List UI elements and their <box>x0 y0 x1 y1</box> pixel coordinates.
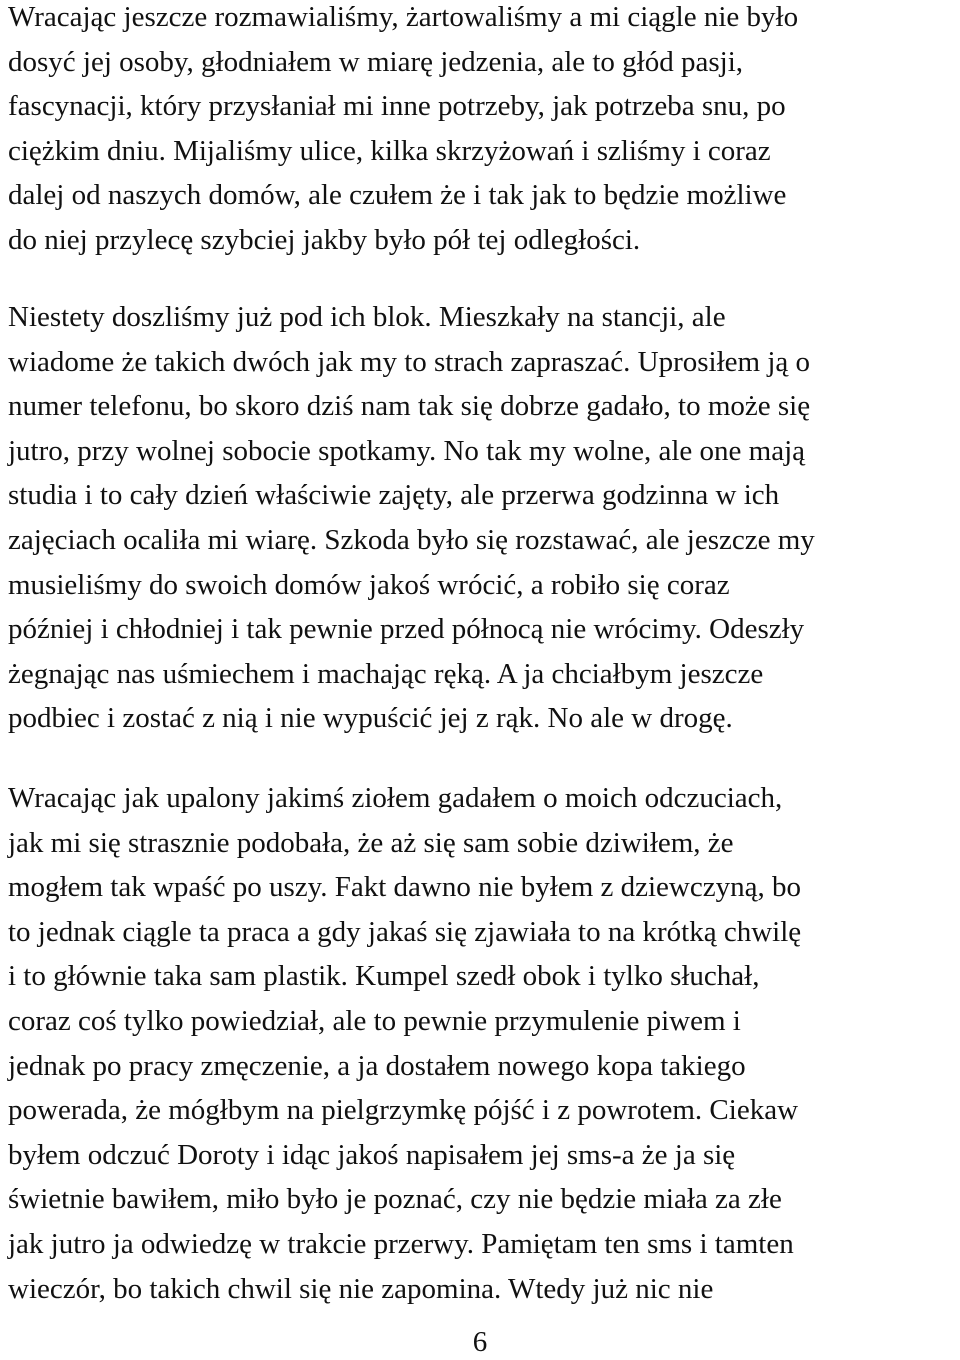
text-line: jak jutro ja odwiedzę w trakcie przerwy. Pamiętam ten sms i tamten <box>8 1227 794 1260</box>
text-line: do niej przylecę szybciej jakby było pół tej odległości. <box>8 223 641 256</box>
text-line: musieliśmy do swoich domów jakoś wrócić, a robiło się coraz <box>8 568 730 601</box>
text-line: fascynacji, który przysłaniał mi inne potrzeby, jak potrzeba snu, po <box>8 90 786 123</box>
text-line: powerada, że mógłbym na pielgrzymkę pójść i z powrotem. Ciekaw <box>8 1094 799 1127</box>
text-line: wiadome że takich dwóch jak my to strach zapraszać. Uprosiłem ją o <box>8 345 811 378</box>
paragraph-2 <box>8 295 958 741</box>
text-line: jak mi się strasznie podobała, że aż się sam sobie dziwiłem, że <box>8 826 734 859</box>
text-line: to jednak ciągle ta praca a gdy jakaś się zjawiała to na krótką chwilę <box>8 915 802 948</box>
text-line: studia i to cały dzień właściwie zajęty, ale przerwa godzinna w ich <box>8 479 780 512</box>
text-line: Niestety doszliśmy już pod ich blok. Mieszkały na stancji, ale <box>8 301 726 333</box>
text-line: jutro, przy wolnej sobocie spotkamy. No tak my wolne, ale one mają <box>8 434 806 467</box>
text-line: dosyć jej osoby, głodniałem w miarę jedzenia, ale to głód pasji, <box>8 45 744 78</box>
text-line: wieczór, bo takich chwil się nie zapomina. Wtedy już nic nie <box>8 1272 714 1305</box>
text-line: coraz coś tylko powiedział, ale to pewnie przymulenie piwem i <box>8 1004 741 1037</box>
page-number: 6 <box>472 1326 488 1358</box>
paragraph-1 <box>8 0 958 263</box>
text-line: podbiec i zostać z nią i nie wypuścić jej z rąk. No ale w drogę. <box>8 702 733 735</box>
text-line: byłem odczuć Doroty i idąc jakoś napisałem jej sms-a że ja się <box>8 1138 736 1171</box>
text-line: żegnając nas uśmiechem i machając ręką. A ja chciałbym jeszcze <box>8 657 764 690</box>
text-line: i to głównie taka sam plastik. Kumpel szedł obok i tylko słuchał, <box>8 960 760 993</box>
text-line: mogłem tak wpaść po uszy. Fakt dawno nie byłem z dziewczyną, bo <box>8 871 801 904</box>
text-line: dalej od naszych domów, ale czułem że i tak jak to będzie możliwe <box>8 179 787 212</box>
text-line: później i chłodniej i tak pewnie przed północą nie wrócimy. Odeszły <box>8 613 805 646</box>
text-line: jednak po pracy zmęczenie, a ja dostałem nowego kopa takiego <box>8 1049 746 1082</box>
text-line: zajęciach ocaliła mi wiarę. Szkoda było się rozstawać, ale jeszcze my <box>8 523 815 556</box>
text-line: ciężkim dniu. Mijaliśmy ulice, kilka skrzyżowań i szliśmy i coraz <box>8 134 771 167</box>
text-line: Wracając jak upalony jakimś ziołem gadałem o moich odczuciach, <box>8 782 783 814</box>
paragraph-3 <box>8 776 958 1311</box>
text-line: świetnie bawiłem, miło było je poznać, czy nie będzie miała za złe <box>8 1183 782 1216</box>
text-line: numer telefonu, bo skoro dziś nam tak się dobrze gadało, to może się <box>8 390 811 423</box>
text-line: Wracając jeszcze rozmawialiśmy, żartowaliśmy a mi ciągle nie było <box>8 1 799 33</box>
